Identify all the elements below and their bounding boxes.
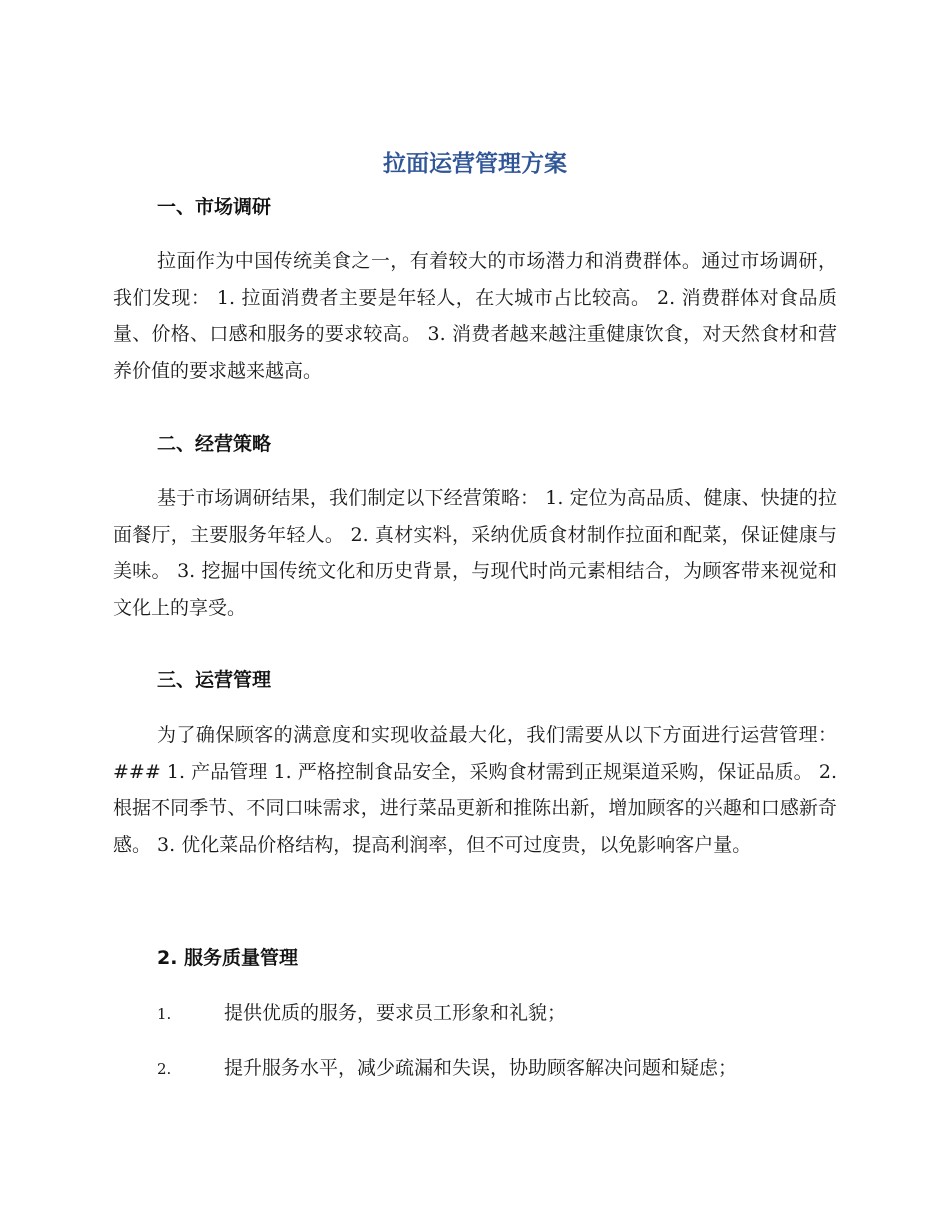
list-item [157, 999, 837, 1028]
section-paragraph-market-research: 拉面作为中国传统美食之一，有着较大的市场潜力和消费群体。通过市场调研，我们发现： 1. 拉面消费者主要是年轻人，在大城市占比较高。 2. 消费群体对食品质量、价格、口感和服务的要求较高。 3. 消费者越来越注重健康饮食，对天然食材和营养价值的要求越来越高。 [113, 250, 837, 382]
list-item-text: 提供优质的服务，要求员工形象和礼貌； [224, 1002, 567, 1024]
section-heading-operations-management: 三、运营管理 [157, 669, 272, 691]
section-heading-service-quality: 2. 服务质量管理 [157, 947, 299, 969]
section-paragraph-operations-management: 为了确保顾客的满意度和实现收益最大化，我们需要从以下方面进行运营管理： ### 1. 产品管理 1. 严格控制食品安全，采购食材需到正规渠道采购，保证品质。 2. 根据不同季节、不同口味需求，进行菜品更新和推陈出新，增加顾客的兴趣和口感新奇感。 3. 优化菜品价格结构，提高利润率，但不可过度贵，以免影响客户量。 [113, 724, 837, 856]
list-item [157, 1054, 837, 1083]
list-item-number: 2. [157, 1060, 172, 1078]
section-paragraph-business-strategy: 基于市场调研结果，我们制定以下经营策略： 1. 定位为高品质、健康、快捷的拉面餐厅，主要服务年轻人。 2. 真材实料，采纳优质食材制作拉面和配菜，保证健康与美味。 3. 挖掘中国传统文化和历史背景，与现代时尚元素相结合，为顾客带来视觉和文化上的享受。 [113, 487, 837, 619]
section-heading-market-research: 一、市场调研 [157, 196, 272, 218]
section-heading-business-strategy: 二、经营策略 [157, 433, 272, 455]
list-item-number: 1. [157, 1005, 172, 1023]
document-title: 拉面运营管理方案 [383, 151, 567, 177]
list-item-text: 提升服务水平，减少疏漏和失误，协助顾客解决问题和疑虑； [224, 1057, 738, 1079]
